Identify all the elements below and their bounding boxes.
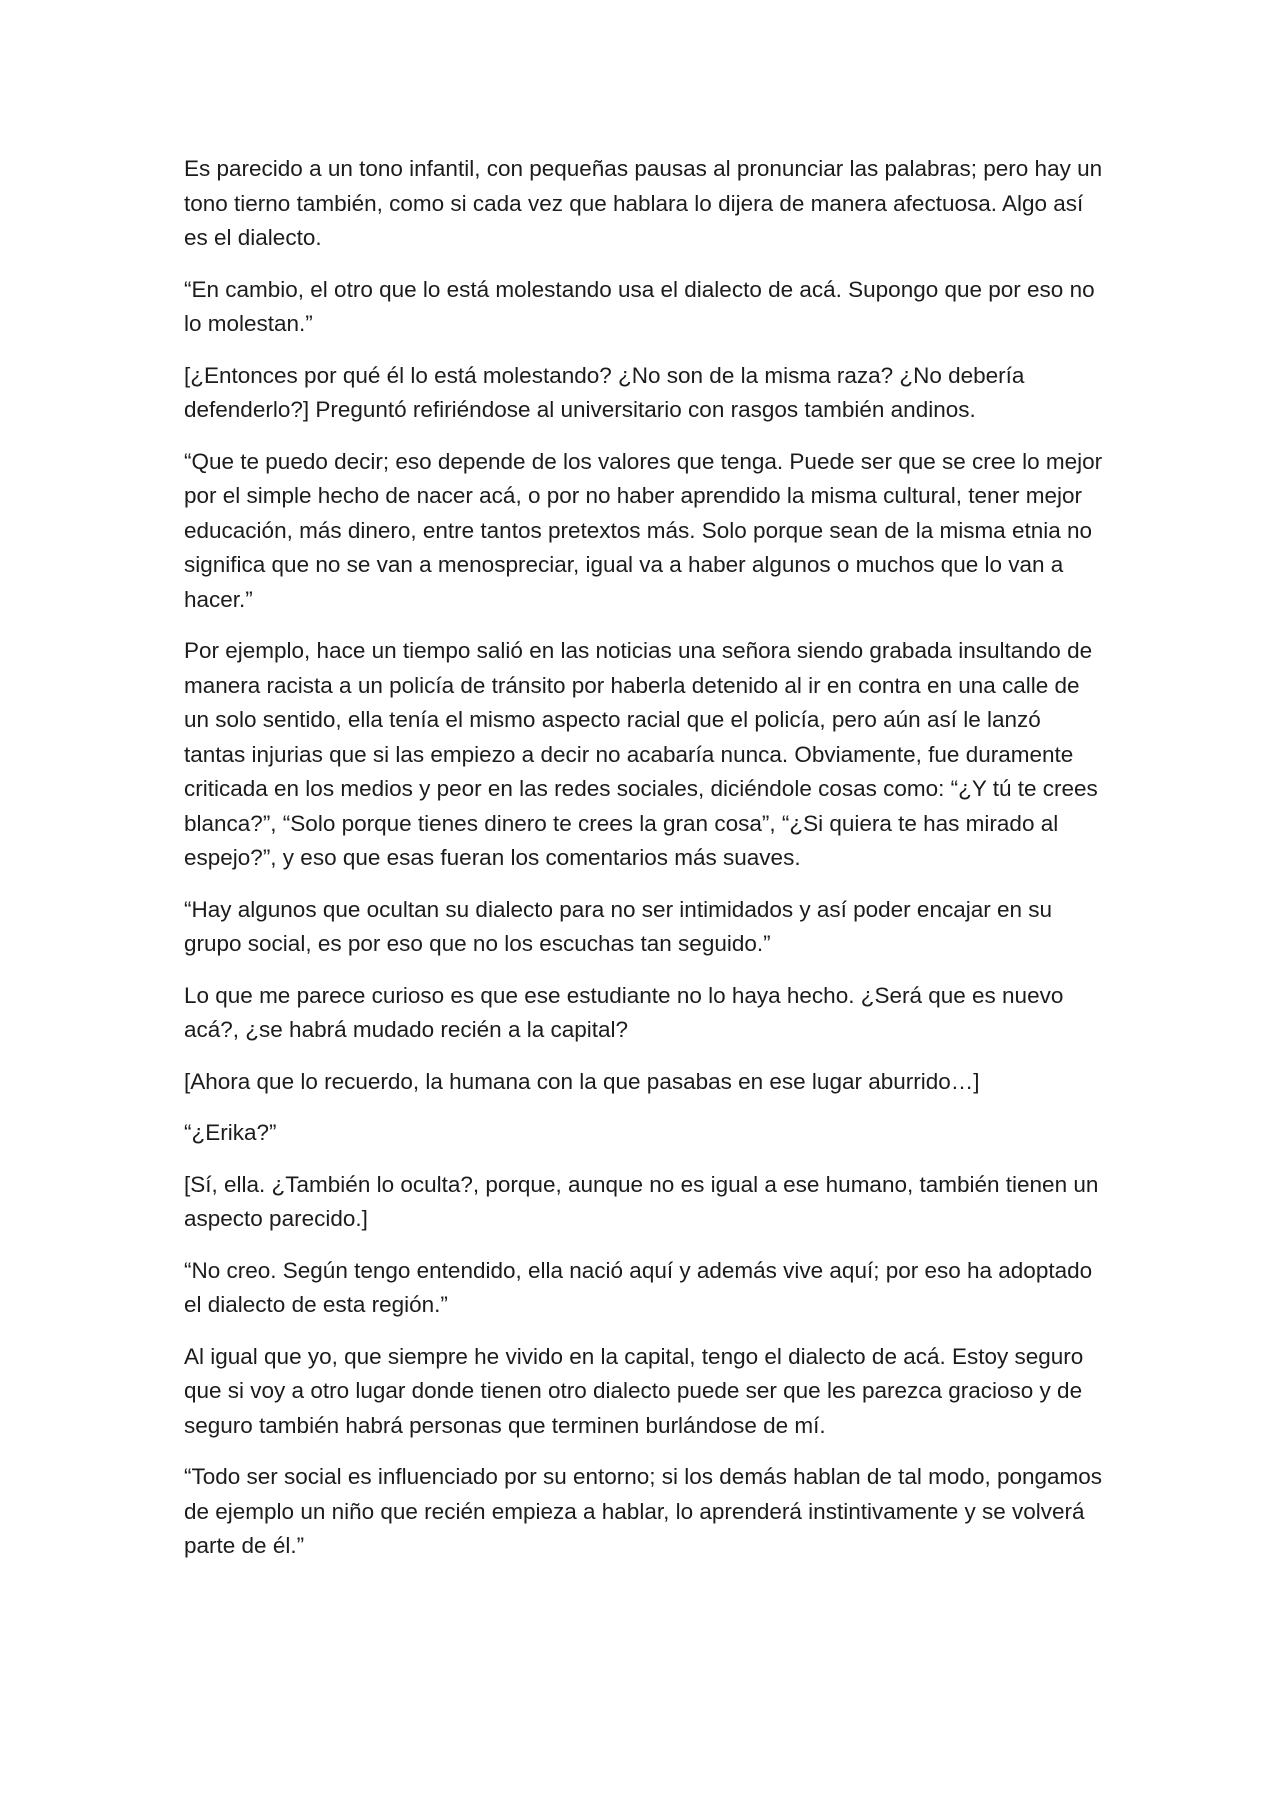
paragraph: Por ejemplo, hace un tiempo salió en las noticias una señora siendo grabada insultando de manera racista a un policía de tránsito por haberla detenido al ir en contra en una calle de un solo sentido, ella tenía el mismo aspecto racial que el policía, pero aún así le lanzó tantas injurias que si las empiezo a decir no acabaría nunca. Obviamente, fue duramente criticada en los medios y peor en las redes sociales, diciéndole cosas como: “¿Y tú te crees blanca?”, “Solo porque tienes dinero te crees la gran cosa”, “¿Si quiera te has mirado al espejo?”, y eso que esas fueran los comentarios más suaves. [184,638,1098,870]
document-body [184,152,1104,1581]
paragraph: Es parecido a un tono infantil, con pequeñas pausas al pronunciar las palabras; pero hay un tono tierno también, como si cada vez que hablara lo dijera de manera afectuosa. Algo así es el dialecto. [184,156,1103,250]
paragraph: [Sí, ella. ¿También lo oculta?, porque, aunque no es igual a ese humano, también tienen un aspecto parecido.] [184,1171,1099,1231]
paragraph: Lo que me parece curioso es que ese estudiante no lo haya hecho. ¿Será que es nuevo acá?, ¿se habrá mudado recién a la capital? [184,982,1064,1042]
paragraph: “No creo. Según tengo entendido, ella nació aquí y además vive aquí; por eso ha adoptado el dialecto de esta región.” [184,1257,1093,1317]
paragraph: [Ahora que lo recuerdo, la humana con la que pasabas en ese lugar aburrido…] [184,1068,980,1094]
paragraph: “¿Erika?” [184,1120,277,1145]
paragraph: “Hay algunos que ocultan su dialecto para no ser intimidados y así poder encajar en su grupo social, es por eso que no los escuchas tan seguido.” [184,896,1053,956]
paragraph: “En cambio, el otro que lo está molestando usa el dialecto de acá. Supongo que por eso no lo molestan.” [184,276,1095,336]
paragraph: “Todo ser social es influenciado por su entorno; si los demás hablan de tal modo, pongamos de ejemplo un niño que recién empieza a hablar, lo aprenderá instintivamente y se volverá parte de él.” [184,1464,1103,1558]
paragraph: [¿Entonces por qué él lo está molestando? ¿No son de la misma raza? ¿No debería defenderlo?] Preguntó refiriéndose al universitario con rasgos también andinos. [184,362,1025,422]
paragraph: Al igual que yo, que siempre he vivido en la capital, tengo el dialecto de acá. Estoy seguro que si voy a otro lugar donde tienen otro dialecto puede ser que les parezca gracioso y de seguro también habrá personas que terminen burlándose de mí. [184,1343,1084,1438]
paragraph: “Que te puedo decir; eso depende de los valores que tenga. Puede ser que se cree lo mejor por el simple hecho de nacer acá, o por no haber aprendido la misma cultural, tener mejor educación, más dinero, entre tantos pretextos más. Solo porque sean de la misma etnia no significa que no se van a menospreciar, igual va a haber algunos o muchos que lo van a hacer.” [184,448,1103,612]
